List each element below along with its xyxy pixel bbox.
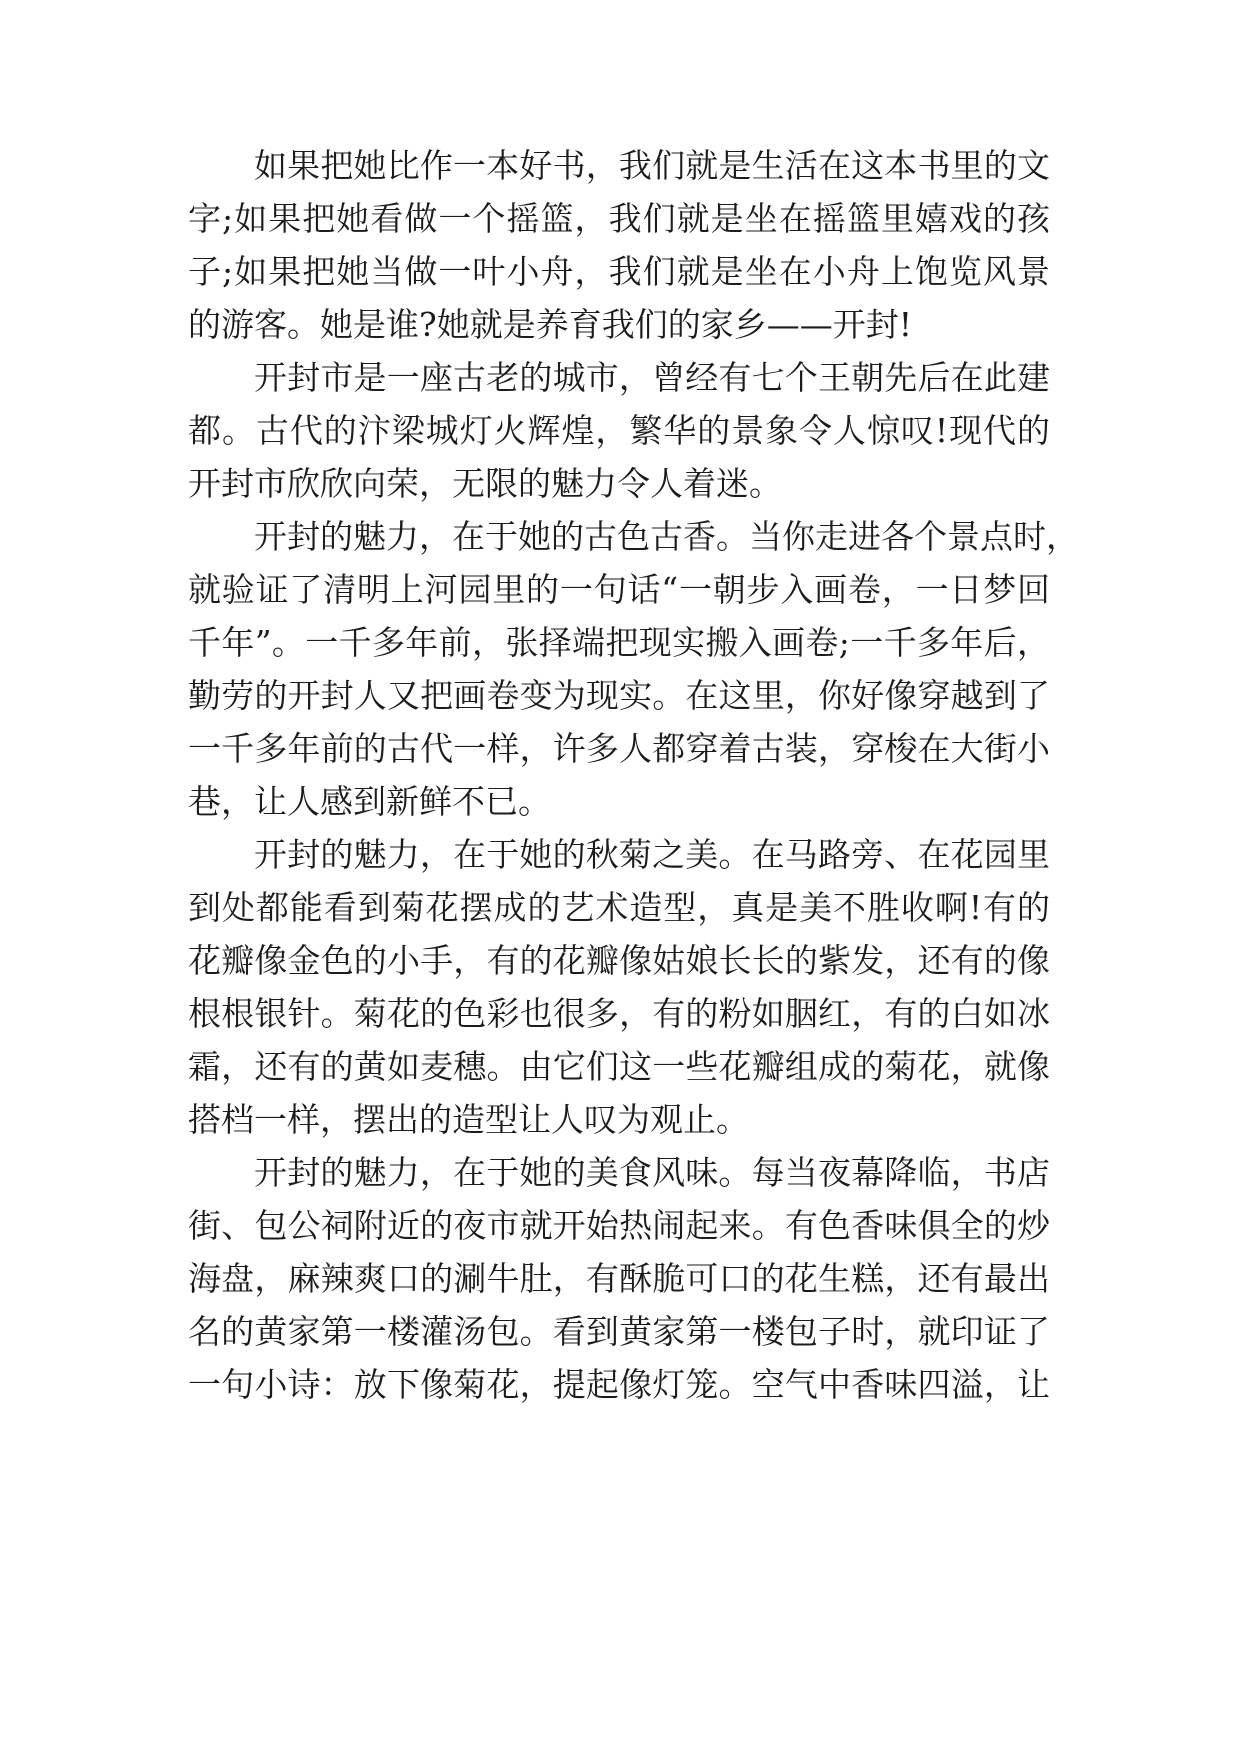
paragraph-4-line-4: 根根银针。菊花的色彩也很多，有的粉如胭红，有的白如冰 <box>188 994 1050 1033</box>
paragraph-3-line-6: 巷，让人感到新鲜不已。 <box>188 782 551 821</box>
paragraph-4-line-2: 到处都能看到菊花摆成的艺术造型，真是美不胜收啊!有的 <box>188 888 1050 927</box>
paragraph-1-line-4: 的游客。她是谁?她就是养育我们的家乡——开封! <box>188 305 912 344</box>
paragraph-3-line-2: 就验证了清明上河园里的一句话“一朝步入画卷，一日梦回 <box>188 570 1050 609</box>
paragraph-5-line-1: 开封的魅力，在于她的美食风味。每当夜幕降临，书店 <box>254 1153 1050 1192</box>
paragraph-3-line-5: 一千多年前的古代一样，许多人都穿着古装，穿梭在大街小 <box>188 729 1050 768</box>
paragraph-5-line-3: 海盘，麻辣爽口的涮牛肚，有酥脆可口的花生糕，还有最出 <box>188 1259 1050 1298</box>
paragraph-4-line-6: 搭档一样，摆出的造型让人叹为观止。 <box>188 1100 749 1139</box>
paragraph-1-line-1: 如果把她比作一本好书，我们就是生活在这本书里的文 <box>254 146 1050 185</box>
paragraph-2-line-3: 开封市欣欣向荣，无限的魅力令人着迷。 <box>188 464 782 503</box>
paragraph-4-line-1: 开封的魅力，在于她的秋菊之美。在马路旁、在花园里 <box>254 835 1050 874</box>
paragraph-5-line-4: 名的黄家第一楼灌汤包。看到黄家第一楼包子时，就印证了 <box>188 1312 1050 1351</box>
paragraph-4-line-3: 花瓣像金色的小手，有的花瓣像姑娘长长的紫发，还有的像 <box>188 941 1050 980</box>
paragraph-2-line-2: 都。古代的汴梁城灯火辉煌，繁华的景象令人惊叹!现代的 <box>188 411 1050 450</box>
paragraph-5-line-5: 一句小诗：放下像菊花，提起像灯笼。空气中香味四溢，让 <box>188 1365 1050 1404</box>
paragraph-1-line-3: 子;如果把她当做一叶小舟，我们就是坐在小舟上饱览风景 <box>188 252 1050 291</box>
paragraph-3-line-3: 千年”。一千多年前，张择端把现实搬入画卷;一千多年后， <box>188 623 1050 662</box>
paragraph-2-line-1: 开封市是一座古老的城市，曾经有七个王朝先后在此建 <box>254 358 1050 397</box>
paragraph-1-line-2: 字;如果把她看做一个摇篮，我们就是坐在摇篮里嬉戏的孩 <box>188 199 1050 238</box>
paragraph-4-line-5: 霜，还有的黄如麦穗。由它们这一些花瓣组成的菊花，就像 <box>188 1047 1050 1086</box>
paragraph-3-line-4: 勤劳的开封人又把画卷变为现实。在这里，你好像穿越到了 <box>188 676 1050 715</box>
paragraph-3-line-1: 开封的魅力，在于她的古色古香。当你走进各个景点时， <box>254 517 1079 556</box>
paragraph-5-line-2: 街、包公祠附近的夜市就开始热闹起来。有色香味俱全的炒 <box>188 1206 1050 1245</box>
